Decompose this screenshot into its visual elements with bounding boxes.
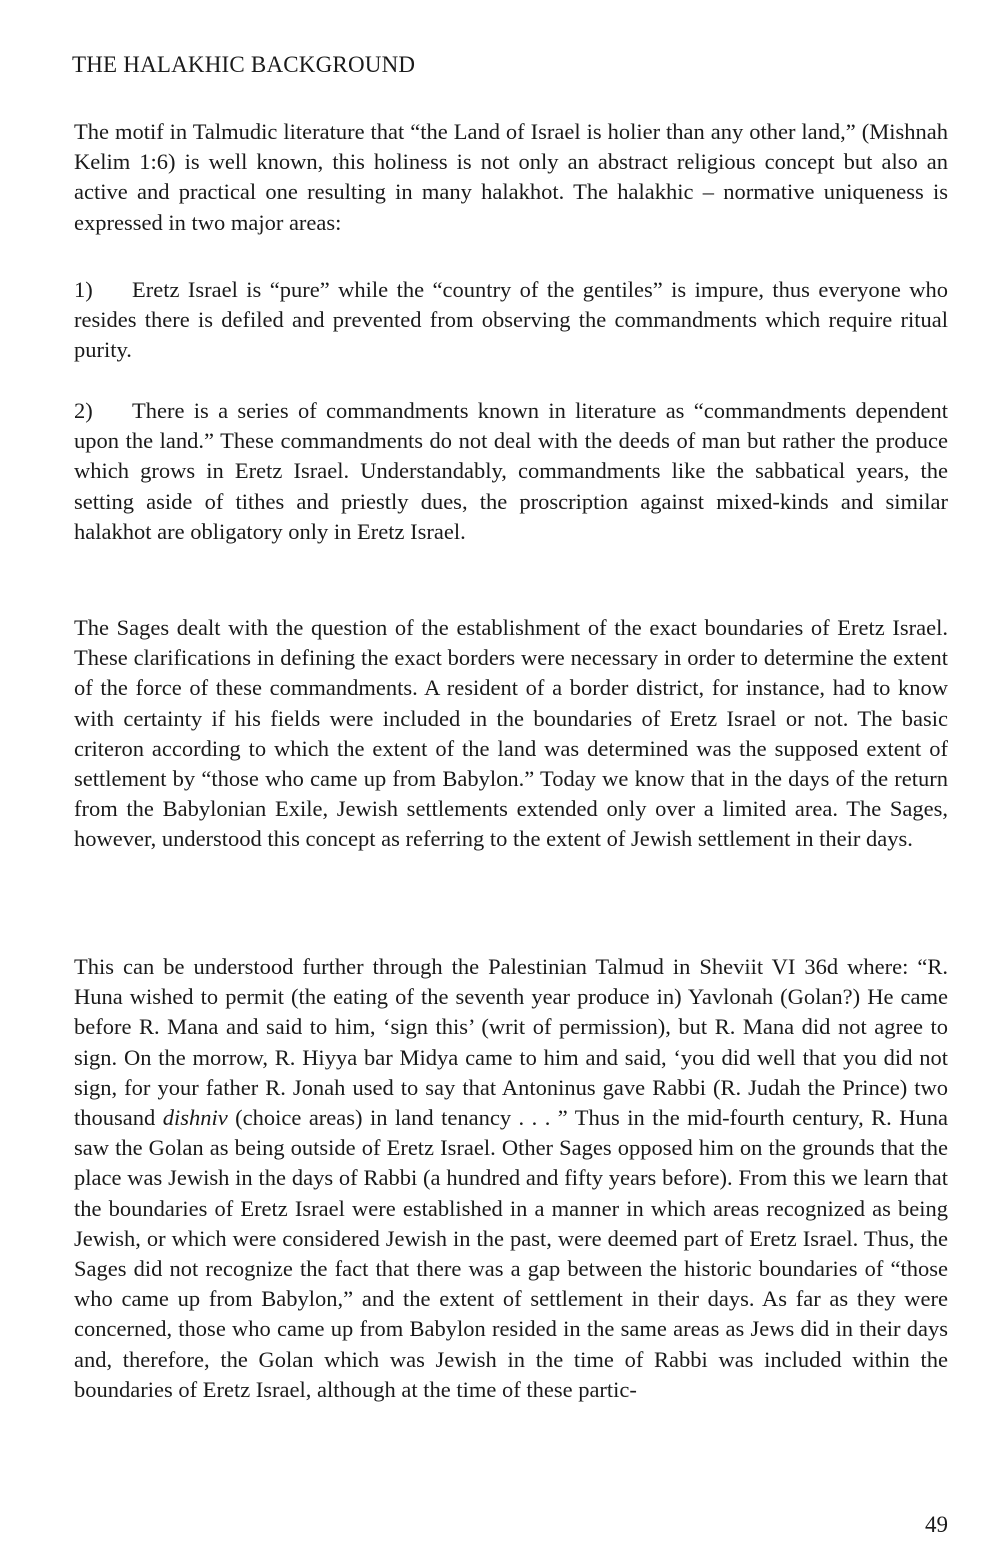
list-item-2-number: 2) — [74, 398, 93, 423]
list-item-1-text: Eretz Israel is “pure” while the “country of the gentiles” is impure, thus everyone who resides there is defiled and prevented from observing the commandments which require ritual purity. — [74, 277, 948, 363]
paragraph-talmud-text-end: (choice areas) in land tenancy . . . ” Thus in the mid-fourth century, R. Huna saw the Golan as being outside of Eretz Israel. Other Sages opposed him on the grounds that the place was Jewish in the days of Rabbi (a hundred and fifty years before). From this we learn that the boundaries of Eretz Israel were established in a manner in which areas recognized as being Jewish, or which were considered Jewish in the past, were deemed part of Eretz Israel. Thus, the Sages did not recognize the fact that there was a gap between the historic boundaries of “those who came up from Babylon,” and the extent of settlement in their days. As far as they were concerned, those who came up from Babylon resided in the same areas as Jews did in their days and, therefore, the Golan which was Jewish in the time of Rabbi was included within the boundaries of Eretz Israel, although at the time of these partic- — [74, 1105, 948, 1402]
list-item-2 — [74, 396, 948, 547]
list-item-1-number: 1) — [74, 277, 93, 302]
paragraph-intro-text: The motif in Talmudic literature that “the Land of Israel is holier than any other land,” (Mishnah Kelim 1:6) is well known, this holiness is not only an abstract religious concept but also an active and practical one resulting in many halakhot. The halakhic – normative uniqueness is expressed in two major areas: — [74, 119, 948, 235]
paragraph-boundaries — [74, 613, 948, 855]
section-heading: THE HALAKHIC BACKGROUND — [72, 52, 416, 77]
page-number: 49 — [925, 1512, 948, 1537]
paragraph-intro — [74, 117, 948, 238]
paragraph-boundaries-text: The Sages dealt with the question of the establishment of the exact boundaries of Eretz Israel. These clarifications in defining the exact borders were necessary in order to determine the extent of the force of these commandments. A resident of a border district, for instance, had to know with certainty if his fields were included in the boundaries of Eretz Israel or not. The basic criteron according to which the extent of the land was determined was the supposed extent of settlement by “those who came up from Babylon.” Today we know that in the days of the return from the Babylonian Exile, Jewish settlements extended only over a limited area. The Sages, however, understood this concept as referring to the extent of Jewish settlement in their days. — [74, 615, 948, 852]
list-item-1 — [74, 275, 948, 366]
list-item-2-text: There is a series of commandments known in literature as “commandments dependent upon the land.” These commandments do not deal with the deeds of man but rather the produce which grows in Eretz Israel. Understandably, commandments like the sabbatical years, the setting aside of tithes and priestly dues, the proscription against mixed-kinds and similar halakhot are obligatory only in Eretz Israel. — [74, 398, 948, 544]
paragraph-talmud — [74, 952, 948, 1405]
paragraph-talmud-text-start: This can be understood further through the Palestinian Talmud in Sheviit VI 36d where: “R. Huna wished to permit (the eating of the seventh year produce in) Yavlonah (Golan?) He came before R. Mana and said to him, ‘sign this’ (writ of permission), but R. Mana did not agree to sign. On the morrow, R. Hiyya bar Midya came to him and said, ‘you did well that you did not sign, for your father R. Jonah used to say that Antoninus gave Rabbi (R. Judah the Prince) two thousand — [74, 954, 948, 1131]
paragraph-talmud-italic-term: dishniv — [162, 1105, 228, 1131]
